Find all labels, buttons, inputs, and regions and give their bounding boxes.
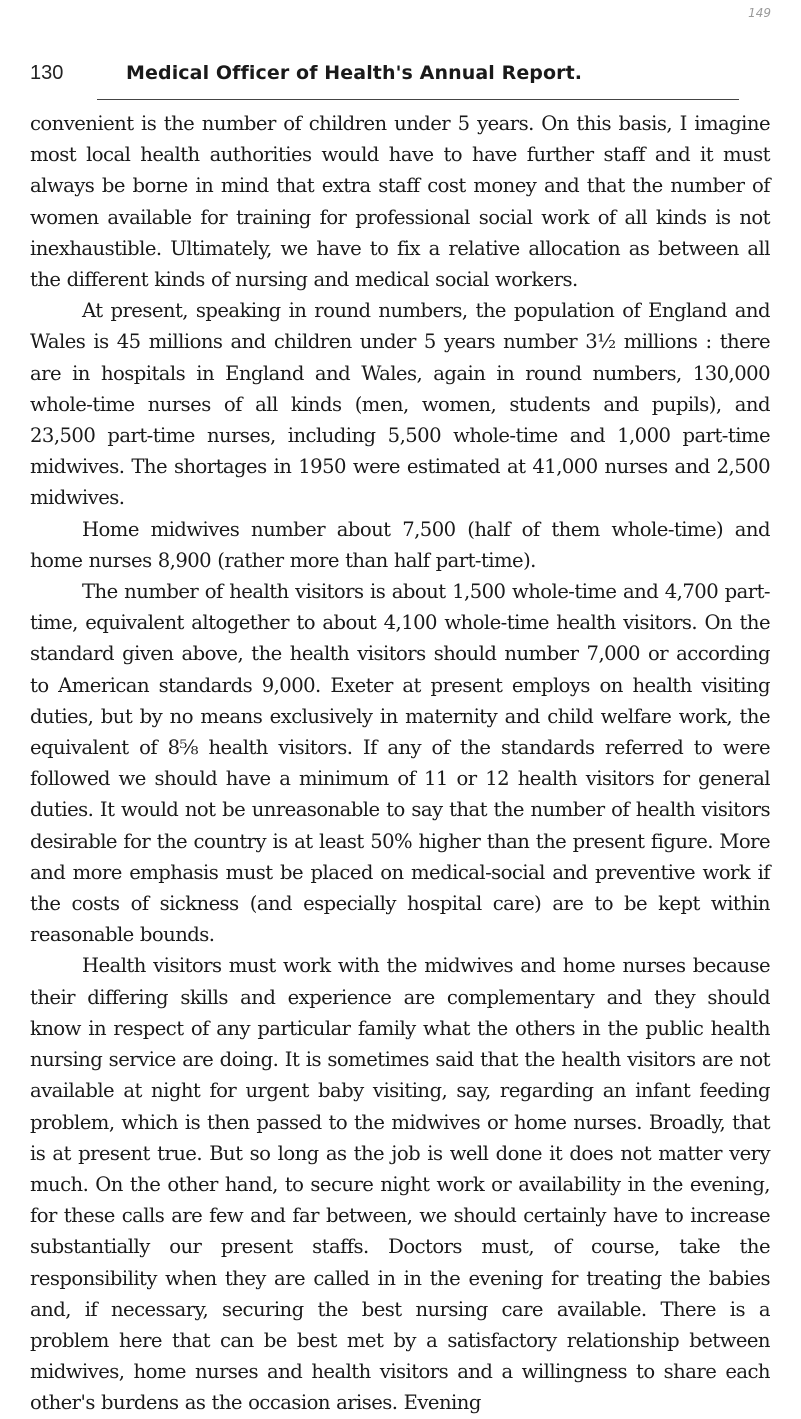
page-number: 130 xyxy=(30,62,64,84)
paragraph-3: Home midwives number about 7,500 (half of them whole-time) and home nurses 8,900 (rather more than half part-time). xyxy=(30,517,770,572)
body-text xyxy=(30,108,770,1419)
running-title: Medical Officer of Health's Annual Report. xyxy=(126,62,583,84)
paragraph-5: Health visitors must work with the midwives and home nurses because their differing skills and experience are complementary and they should know in respect of any particular family what the others in the public health nursing service are doing. It is sometimes said that the health visitors are not available at night for urgent baby visiting, say, regarding an infant feeding problem, which is then passed to the midwives or home nurses. Broadly, that is at present true. But so long as the job is well done it does not matter very much. On the other hand, to secure night work or availability in the evening, for these calls are few and far between, we should certainly have to increase substantially our present staffs. Doctors must, of course, take the responsibility when they are called in in the evening for treating the babies and, if necessary, securing the best nursing care available. There is a problem here that can be best met by a satisfactory relationship between midwives, home nurses and health visitors and a willingness to share each other's burdens as the occasion arises. Evening xyxy=(30,954,770,1415)
running-header xyxy=(30,62,771,90)
paragraph-2: At present, speaking in round numbers, the population of England and Wales is 45 millions and children under 5 years number 3½ millions : there are in hospitals in England and Wales, again in round numbers, 130,000 whole-time nurses of all kinds (men, women, students and pupils), and 23,500 part-time nurses, including 5,500 whole-time and 1,000 part-time midwives. The shortages in 1950 were estimated at 41,000 nurses and 2,500 midwives. xyxy=(30,299,770,510)
paragraph-1: convenient is the number of children under 5 years. On this basis, I imagine most local health authorities would have to have further staff and it must always be borne in mind that extra staff cost money and that the number of women available for training for professional social work of all kinds is not inexhaustible. Ultimately, we have to fix a relative allocation as between all the different kinds of nursing and medical social workers. xyxy=(30,112,770,292)
paragraph-4: The number of health visitors is about 1,500 whole-time and 4,700 part-time, equivalent altogether to about 4,100 whole-time health visitors. On the standard given above, the health visitors should number 7,000 or according to American standards 9,000. Exeter at present employs on health visiting duties, but by no means exclusively in maternity and child welfare work, the equivalent of 8⅝ health visitors. If any of the standards referred to were followed we should have a minimum of 11 or 12 health visitors for general duties. It would not be unreasonable to say that the number of health visitors desirable for the country is at least 50% higher than the present figure. More and more emphasis must be placed on medical-social and preventive work if the costs of sickness (and especially hospital care) are to be kept within reasonable bounds. xyxy=(30,580,770,947)
corner-annotation: 149 xyxy=(748,6,771,20)
header-rule xyxy=(97,99,739,100)
